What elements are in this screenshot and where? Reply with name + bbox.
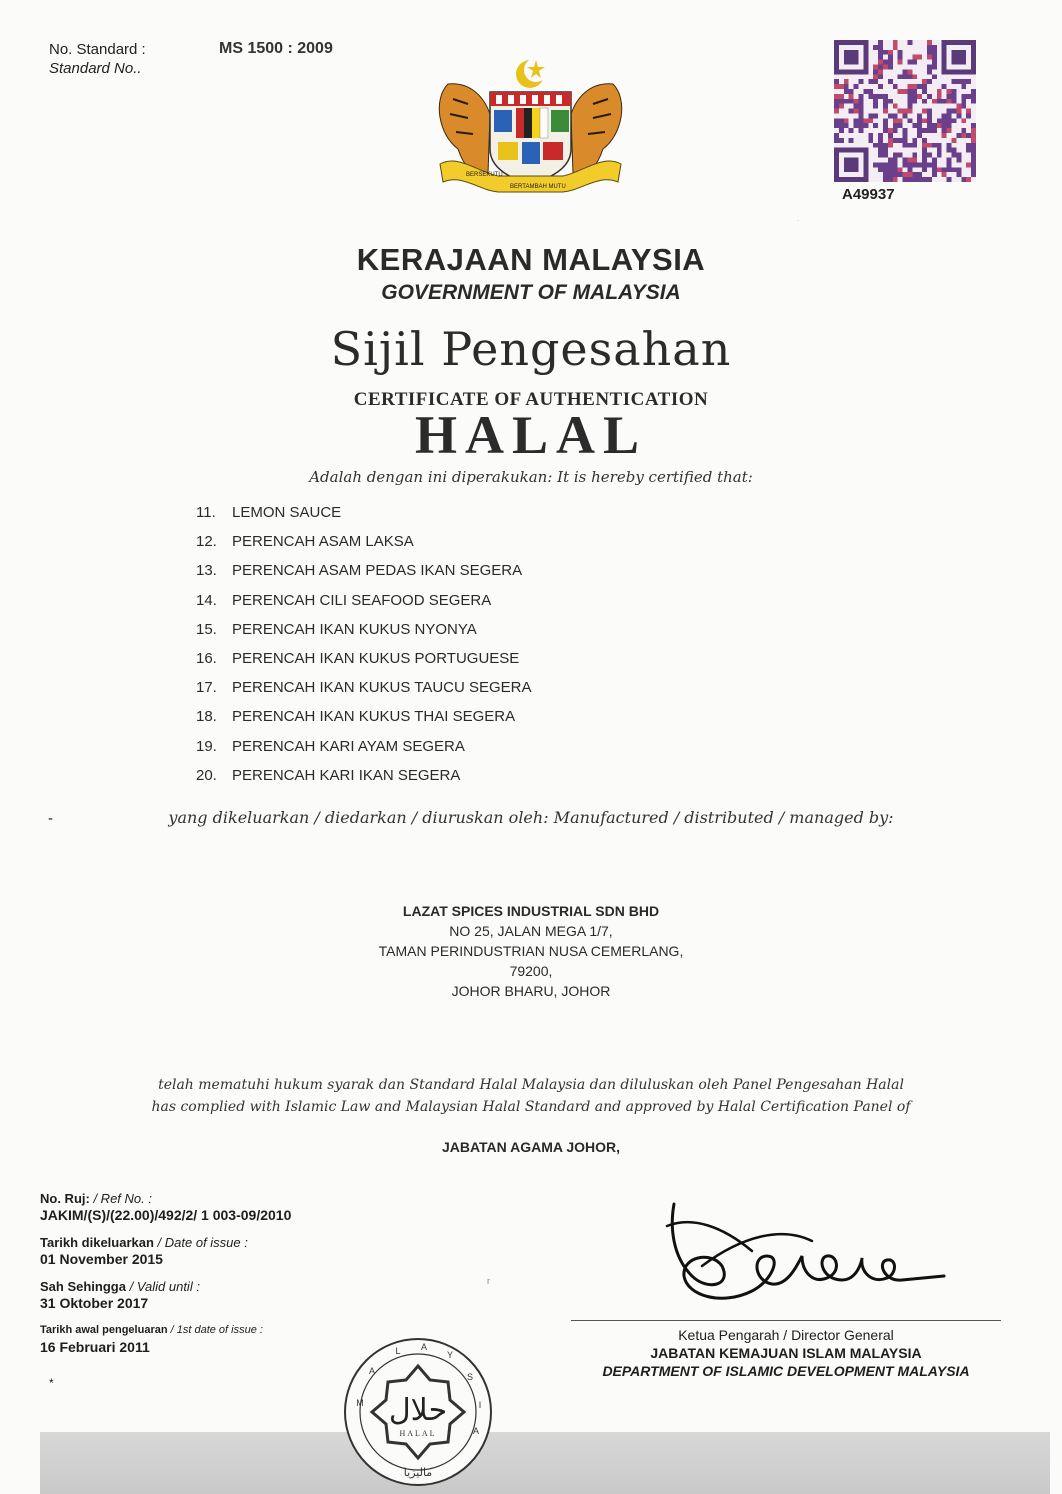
svg-text:A: A — [472, 1426, 480, 1436]
list-item: 14. PERENCAH CILI SEAFOOD SEGERA — [196, 591, 492, 609]
halal-logo-arabic: حلال — [388, 1393, 448, 1428]
list-item: 12. PERENCAH ASAM LAKSA — [196, 533, 414, 551]
product-name: PERENCAH KARI AYAM SEGERA — [232, 737, 465, 755]
margin-dash: - — [48, 810, 53, 827]
first-issue-label-ms: Tarikh awal pengeluaran — [40, 1324, 168, 1336]
valid-label-en: / Valid until : — [129, 1279, 200, 1294]
product-name: LEMON SAUCE — [232, 504, 342, 521]
qr-serial-number: A49937 — [842, 186, 895, 203]
signatory-dept-en: DEPARTMENT OF ISLAMIC DEVELOPMENT MALAYSIA — [602, 1363, 970, 1379]
list-item: 16. PERENCAH IKAN KUKUS PORTUGUESE — [196, 649, 520, 667]
product-name: PERENCAH IKAN KUKUS PORTUGUESE — [232, 649, 520, 667]
svg-text:S: S — [466, 1372, 474, 1382]
valid-label-ms: Sah Sehingga — [40, 1279, 126, 1294]
certificate-title-ms: Sijil Pengesahan — [330, 322, 732, 376]
issue-date: 01 November 2015 — [40, 1251, 163, 1267]
compliance-statement — [0, 1074, 1062, 1118]
product-name: PERENCAH KARI IKAN SEGERA — [232, 766, 461, 784]
signatory-dept-ms: JABATAN KEMAJUAN ISLAM MALAYSIA — [650, 1345, 922, 1361]
product-name: PERENCAH CILI SEAFOOD SEGERA — [232, 591, 492, 609]
standard-value: MS 1500 : 2009 — [219, 40, 333, 57]
government-title-en: GOVERNMENT OF MALAYSIA — [381, 281, 681, 304]
halal-logo-word: HALAL — [399, 1429, 437, 1438]
product-name: PERENCAH IKAN KUKUS TAUCU SEGERA — [232, 679, 532, 697]
ref-number-row — [40, 1190, 291, 1224]
company-address-line: TAMAN PERINDUSTRIAN NUSA CEMERLANG, — [378, 943, 684, 959]
product-list — [196, 503, 532, 795]
signatory-block — [571, 1326, 1001, 1380]
bottom-band — [40, 1432, 1050, 1494]
company-address-line: NO 25, JALAN MEGA 1/7, — [449, 923, 613, 939]
scan-speck: . — [797, 214, 800, 223]
svg-text:I: I — [478, 1400, 482, 1410]
certifying-panel: JABATAN AGAMA JOHOR, — [441, 1139, 621, 1155]
standard-label — [49, 40, 146, 78]
list-item: 13. PERENCAH ASAM PEDAS IKAN SEGERA — [196, 562, 523, 580]
crest-motto-left: BERSEKUTU — [466, 172, 503, 178]
first-issue-date: 16 Februari 2011 — [40, 1339, 150, 1355]
manufactured-statement: yang dikeluarkan / diedarkan / diuruskan oleh: Manufactured / distributed / managed by: — [168, 808, 894, 827]
certify-statement: Adalah dengan ini diperakukan: It is hereby certified that: — [309, 468, 753, 486]
ref-number: JAKIM/(S)/(22.00)/492/2/ 1 003-09/2010 — [40, 1207, 292, 1223]
standard-label-ms: No. Standard : — [49, 41, 146, 58]
coat-of-arms-icon — [428, 54, 633, 204]
halal-logo-bottom-text: ماليزيا — [403, 1466, 433, 1479]
certificate-details — [40, 1190, 291, 1366]
halal-logo-icon — [342, 1336, 494, 1488]
issue-label-ms: Tarikh dikeluarkan — [40, 1235, 154, 1250]
signatory-title: Ketua Pengarah / Director General — [678, 1327, 894, 1343]
halal-heading: HALAL — [414, 405, 648, 465]
ref-label-ms: No. Ruj: — [40, 1191, 90, 1206]
svg-text:Y: Y — [446, 1350, 454, 1360]
issue-label-en: / Date of issue : — [157, 1235, 248, 1250]
ref-label-en: / Ref No. : — [93, 1191, 152, 1206]
government-title-ms: KERAJAAN MALAYSIA — [356, 242, 706, 277]
list-item: 20. PERENCAH KARI IKAN SEGERA — [196, 766, 461, 784]
signature-line — [571, 1320, 1001, 1321]
company-block — [0, 901, 1062, 1001]
valid-until-row — [40, 1278, 291, 1312]
footnote-star: * — [49, 1376, 54, 1390]
svg-text:L: L — [395, 1346, 401, 1356]
compliance-statement-ms: telah mematuhi hukum syarak dan Standard Halal Malaysia dan diluluskan oleh Panel Pengesahan Halal — [158, 1077, 904, 1093]
list-item: 18. PERENCAH IKAN KUKUS THAI SEGERA — [196, 708, 516, 726]
product-name: PERENCAH IKAN KUKUS THAI SEGERA — [232, 708, 516, 726]
compliance-statement-en: has complied with Islamic Law and Malaysian Halal Standard and approved by Halal Certification Panel of — [151, 1099, 911, 1115]
product-name: PERENCAH ASAM LAKSA — [232, 533, 414, 551]
svg-text:M: M — [356, 1398, 364, 1408]
first-issue-label-en: / 1st date of issue : — [170, 1324, 263, 1336]
product-name: PERENCAH IKAN KUKUS NYONYA — [232, 620, 477, 638]
product-name: PERENCAH ASAM PEDAS IKAN SEGERA — [232, 562, 523, 580]
company-city: JOHOR BHARU, JOHOR — [451, 983, 611, 999]
issue-date-row — [40, 1234, 291, 1268]
company-name: LAZAT SPICES INDUSTRIAL SDN BHD — [402, 903, 660, 919]
scan-mark: r — [487, 1276, 490, 1286]
crest-motto-right: BERTAMBAH MUTU — [510, 184, 566, 190]
svg-text:A: A — [420, 1342, 428, 1352]
list-item: 17. PERENCAH IKAN KUKUS TAUCU SEGERA — [196, 679, 532, 697]
list-item: 11. LEMON SAUCE — [196, 504, 342, 521]
company-postcode: 79200, — [509, 963, 553, 979]
standard-label-en: Standard No.. — [49, 60, 142, 77]
first-issue-row — [40, 1322, 291, 1356]
signature-image — [662, 1196, 947, 1311]
certificate-title-en: CERTIFICATE OF AUTHENTICATION — [353, 389, 709, 410]
svg-text:A: A — [368, 1366, 376, 1376]
list-item: 19. PERENCAH KARI AYAM SEGERA — [196, 737, 465, 755]
list-item: 15. PERENCAH IKAN KUKUS NYONYA — [196, 620, 477, 638]
valid-until-date: 31 Oktober 2017 — [40, 1295, 149, 1311]
qr-code-icon — [834, 40, 976, 182]
